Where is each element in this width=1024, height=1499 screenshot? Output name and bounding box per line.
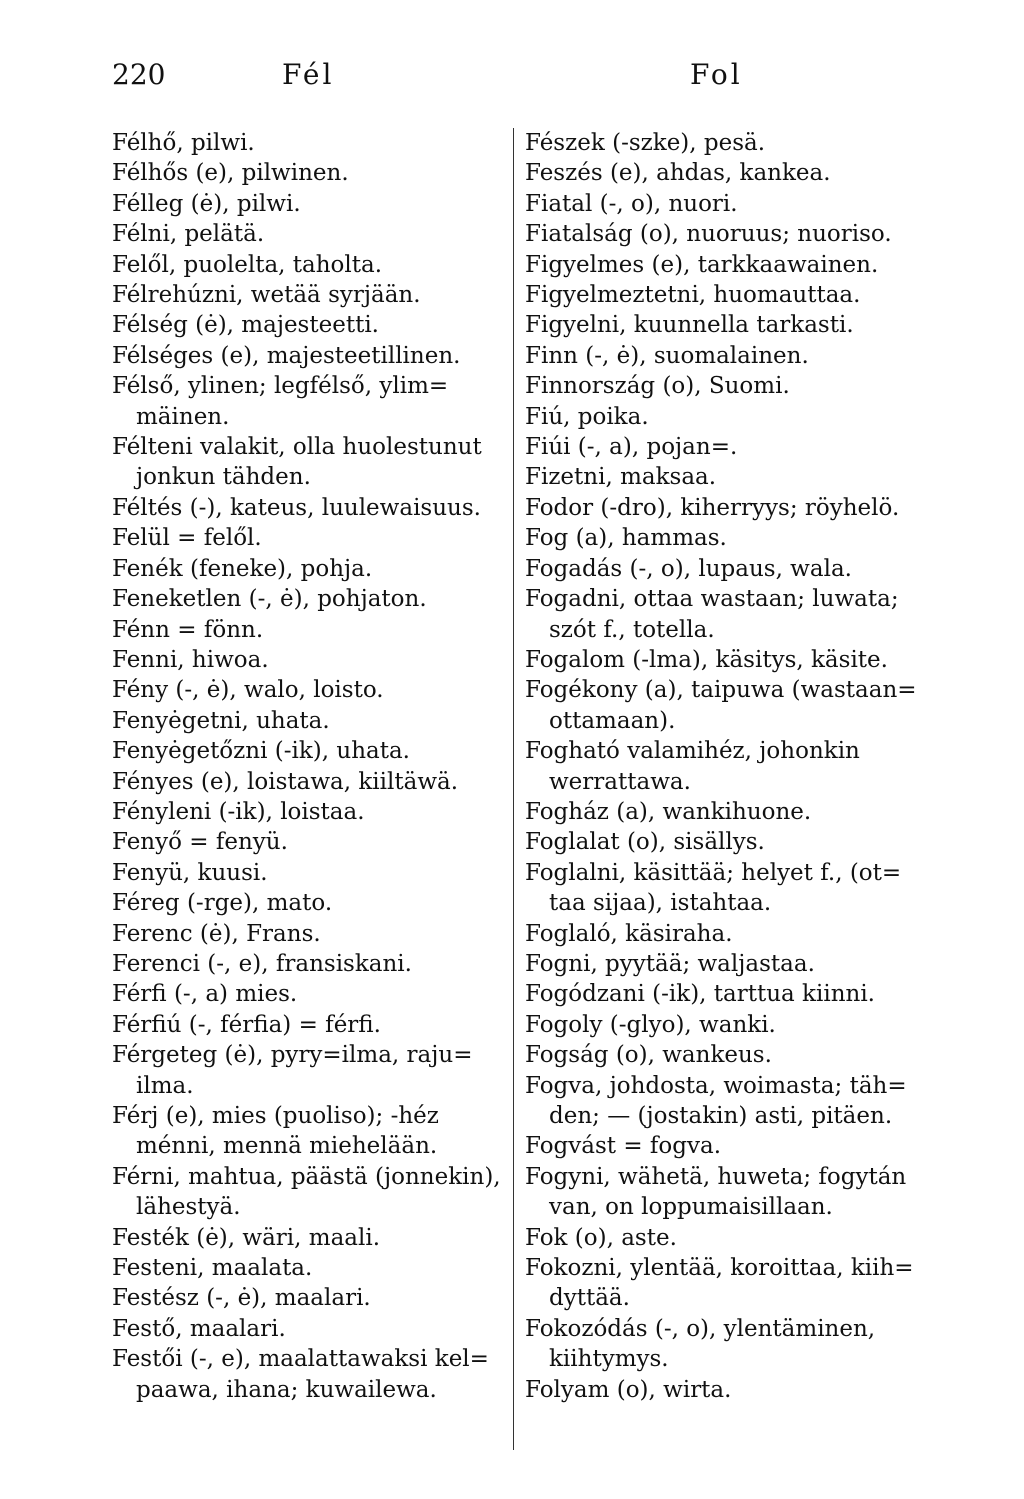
entry-line: Fogadni, ottaa wastaan; luwata;	[525, 586, 899, 613]
entry-line: Fényes (e), loistawa, kiiltäwä.	[112, 768, 459, 795]
entry-line: Fenyü, kuusi.	[112, 859, 268, 886]
entry-line: Férj (e), mies (puoliso); -héz	[112, 1103, 439, 1129]
entry-line: Fok (o), aste.	[525, 1224, 677, 1251]
entry-line: Férfiú (-, férfia) = férfi.	[112, 1011, 381, 1038]
dictionary-entry	[112, 888, 512, 918]
dictionary-entry	[112, 250, 512, 280]
dictionary-entry	[112, 736, 512, 766]
entry-line: Fénn = fönn.	[112, 616, 264, 643]
dictionary-entry	[525, 128, 929, 158]
entry-line: Fogódzani (-ik), tarttua kiinni.	[525, 981, 875, 1008]
dictionary-entry	[525, 341, 929, 371]
entry-continuation-line: mäinen.	[136, 403, 230, 430]
entry-line: Fogház (a), wankihuone.	[525, 798, 812, 825]
entry-line: Festék (ė), wäri, maali.	[112, 1224, 381, 1251]
entry-continuation-line: van, on loppumaisillaan.	[549, 1194, 833, 1221]
entry-line: Fizetni, maksaa.	[525, 464, 717, 491]
entry-line: Feszés (e), ahdas, kankea.	[525, 160, 831, 187]
dictionary-entry	[525, 979, 929, 1009]
dictionary-entry	[525, 1010, 929, 1040]
entry-line: Fényleni (-ik), loistaa.	[112, 798, 365, 825]
dictionary-entry	[525, 219, 929, 249]
dictionary-entry	[112, 128, 512, 158]
dictionary-entry	[112, 645, 512, 675]
entry-line: Férgeteg (ė), pyry=ilma, raju=	[112, 1042, 473, 1069]
entry-line: Figyelmes (e), tarkkaawainen.	[525, 251, 879, 278]
dictionary-entry	[525, 1162, 929, 1223]
dictionary-entry	[112, 280, 512, 310]
dictionary-entry	[112, 797, 512, 827]
entry-line: Finnország (o), Suomi.	[525, 373, 790, 400]
entry-line: Féltés (-), kateus, luulewaisuus.	[112, 494, 481, 521]
dictionary-entry	[525, 919, 929, 949]
entry-line: Fogadás (-, o), lupaus, wala.	[525, 555, 852, 582]
dictionary-entry	[112, 949, 512, 979]
entry-line: Fenni, hiwoa.	[112, 646, 269, 673]
dictionary-entry	[525, 1040, 929, 1070]
entry-line: Félhős (e), pilwinen.	[112, 160, 349, 187]
entry-line: Felül = felől.	[112, 525, 262, 552]
dictionary-entry	[112, 341, 512, 371]
dictionary-entry	[112, 706, 512, 736]
dictionary-entry	[112, 1253, 512, 1283]
entry-line: Féreg (-rge), mato.	[112, 890, 333, 917]
entry-line: Félteni valakit, olla huolestunut	[112, 434, 482, 461]
dictionary-entry	[112, 1223, 512, 1253]
entry-line: Férfi (-, a) mies.	[112, 981, 298, 1008]
right-column	[525, 128, 929, 1405]
entry-line: Fenyėgetni, uhata.	[112, 707, 330, 734]
header-left-word: Fél	[282, 58, 335, 91]
entry-continuation-line: taa sijaa), istahtaa.	[549, 890, 772, 917]
dictionary-entry	[112, 523, 512, 553]
page-number: 220	[112, 58, 166, 91]
entry-line: Fiú, poika.	[525, 403, 649, 430]
dictionary-entry	[525, 432, 929, 462]
entry-line: Foglaló, käsiraha.	[525, 920, 733, 947]
entry-continuation-line: kiihtymys.	[549, 1346, 669, 1373]
entry-line: Felől, puolelta, taholta.	[112, 251, 383, 278]
entry-line: Férni, mahtua, päästä (jonnekin),	[112, 1163, 501, 1190]
dictionary-entry	[112, 767, 512, 797]
entry-line: Fogvást = fogva.	[525, 1133, 722, 1160]
entry-line: Fiatalság (o), nuoruus; nuoriso.	[525, 221, 892, 248]
entry-line: Feneketlen (-, ė), pohjaton.	[112, 586, 427, 613]
dictionary-entry	[525, 493, 929, 523]
dictionary-entry	[112, 1283, 512, 1313]
dictionary-entry	[525, 280, 929, 310]
dictionary-entry	[525, 1131, 929, 1161]
entry-line: Fény (-, ė), walo, loisto.	[112, 677, 384, 704]
dictionary-entry	[525, 189, 929, 219]
entry-line: Foglalni, käsittää; helyet f., (ot=	[525, 859, 902, 886]
entry-line: Figyelni, kuunnella tarkasti.	[525, 312, 854, 339]
entry-line: Félség (ė), majesteetti.	[112, 312, 379, 339]
entry-continuation-line: den; — (jostakin) asti, pitäen.	[549, 1103, 893, 1129]
entry-line: Fokozódás (-, o), ylentäminen,	[525, 1315, 876, 1342]
entry-continuation-line: jonkun tähden.	[136, 464, 311, 491]
entry-line: Folyam (o), wirta.	[525, 1376, 732, 1403]
dictionary-entry	[525, 1071, 929, 1132]
dictionary-entry	[525, 1253, 929, 1314]
dictionary-entry	[112, 1040, 512, 1101]
dictionary-entry	[112, 919, 512, 949]
entry-line: Fenyő = fenyü.	[112, 829, 288, 856]
entry-line: Fogni, pyytää; waljastaa.	[525, 950, 815, 977]
entry-line: Festő, maalari.	[112, 1315, 286, 1342]
dictionary-entry	[112, 1010, 512, 1040]
entry-line: Festész (-, ė), maalari.	[112, 1285, 371, 1312]
entry-line: Félleg (ė), pilwi.	[112, 190, 301, 217]
dictionary-entry	[525, 310, 929, 340]
dictionary-entry	[525, 827, 929, 857]
entry-line: Félrehúzni, wetää syrjään.	[112, 282, 421, 309]
dictionary-entry	[525, 402, 929, 432]
dictionary-entry	[525, 675, 929, 736]
dictionary-entry	[112, 432, 512, 493]
dictionary-entry	[112, 219, 512, 249]
dictionary-entry	[525, 250, 929, 280]
dictionary-entry	[525, 554, 929, 584]
entry-continuation-line: paawa, ihana; kuwailewa.	[136, 1376, 437, 1403]
column-divider	[513, 128, 514, 1450]
running-header	[112, 58, 912, 98]
dictionary-entry	[112, 1101, 512, 1162]
entry-continuation-line: szót f., totella.	[549, 616, 715, 643]
entry-line: Fészek (-szke), pesä.	[525, 130, 766, 156]
entry-line: Fogyni, wähetä, huweta; fogytán	[525, 1163, 907, 1190]
entry-line: Fogalom (-lma), käsitys, käsite.	[525, 646, 888, 673]
dictionary-entry	[112, 827, 512, 857]
entry-line: Fogoly (-glyo), wanki.	[525, 1011, 776, 1038]
dictionary-entry	[112, 371, 512, 432]
dictionary-entry	[112, 584, 512, 614]
dictionary-entry	[525, 858, 929, 919]
dictionary-entry	[112, 554, 512, 584]
entry-line: Fog (a), hammas.	[525, 525, 727, 552]
entry-line: Figyelmeztetni, huomauttaa.	[525, 282, 861, 309]
entry-line: Festői (-, e), maalattawaksi kel=	[112, 1346, 489, 1373]
dictionary-entry	[525, 371, 929, 401]
dictionary-entry	[525, 462, 929, 492]
dictionary-entry	[525, 645, 929, 675]
dictionary-entry	[525, 158, 929, 188]
entry-continuation-line: dyttää.	[549, 1285, 630, 1312]
dictionary-entry	[112, 158, 512, 188]
entry-line: Félséges (e), majesteetillinen.	[112, 342, 461, 369]
entry-line: Ferenci (-, e), fransiskani.	[112, 950, 412, 977]
dictionary-entry	[525, 1314, 929, 1375]
dictionary-entry	[525, 584, 929, 645]
dictionary-entry	[112, 858, 512, 888]
entry-line: Fiatal (-, o), nuori.	[525, 190, 738, 217]
entry-continuation-line: ilma.	[136, 1072, 194, 1099]
dictionary-entry	[112, 493, 512, 523]
dictionary-entry	[112, 1344, 512, 1405]
dictionary-entry	[525, 797, 929, 827]
entry-continuation-line: ménni, mennä miehelään.	[136, 1133, 438, 1160]
entry-line: Fodor (-dro), kiherryys; röyhelö.	[525, 494, 900, 521]
header-right-word: Fol	[690, 58, 743, 91]
entry-line: Félni, pelätä.	[112, 221, 265, 248]
dictionary-entry	[525, 736, 929, 797]
dictionary-entry	[112, 189, 512, 219]
dictionary-entry	[112, 979, 512, 1009]
dictionary-entry	[525, 1375, 929, 1405]
entry-line: Fogható valamihéz, johonkin	[525, 738, 860, 765]
entry-line: Fogékony (a), taipuwa (wastaan=	[525, 677, 917, 704]
dictionary-entry	[525, 949, 929, 979]
entry-line: Félső, ylinen; legfélső, ylim=	[112, 373, 449, 400]
dictionary-entry	[525, 1223, 929, 1253]
dictionary-entry	[525, 523, 929, 553]
entry-line: Fenyėgetőzni (-ik), uhata.	[112, 738, 410, 765]
entry-continuation-line: lähestyä.	[136, 1194, 241, 1221]
entry-continuation-line: werrattawa.	[549, 768, 691, 795]
entry-line: Félhő, pilwi.	[112, 130, 255, 156]
entry-line: Ferenc (ė), Frans.	[112, 920, 321, 947]
dictionary-entry	[112, 1162, 512, 1223]
dictionary-entry	[112, 310, 512, 340]
entry-line: Foglalat (o), sisällys.	[525, 829, 765, 856]
dictionary-entry	[112, 675, 512, 705]
entry-line: Fokozni, ylentää, koroittaa, kiih=	[525, 1255, 914, 1282]
dictionary-entry	[112, 1314, 512, 1344]
entry-line: Fenék (feneke), pohja.	[112, 555, 373, 582]
dictionary-entry	[112, 615, 512, 645]
left-column	[112, 128, 512, 1405]
entry-line: Fogság (o), wankeus.	[525, 1042, 772, 1069]
entry-line: Fiúi (-, a), pojan=.	[525, 434, 738, 461]
entry-line: Finn (-, ė), suomalainen.	[525, 342, 809, 369]
entry-line: Festeni, maalata.	[112, 1255, 313, 1282]
entry-line: Fogva, johdosta, woimasta; täh=	[525, 1072, 907, 1099]
entry-continuation-line: ottamaan).	[549, 707, 676, 734]
